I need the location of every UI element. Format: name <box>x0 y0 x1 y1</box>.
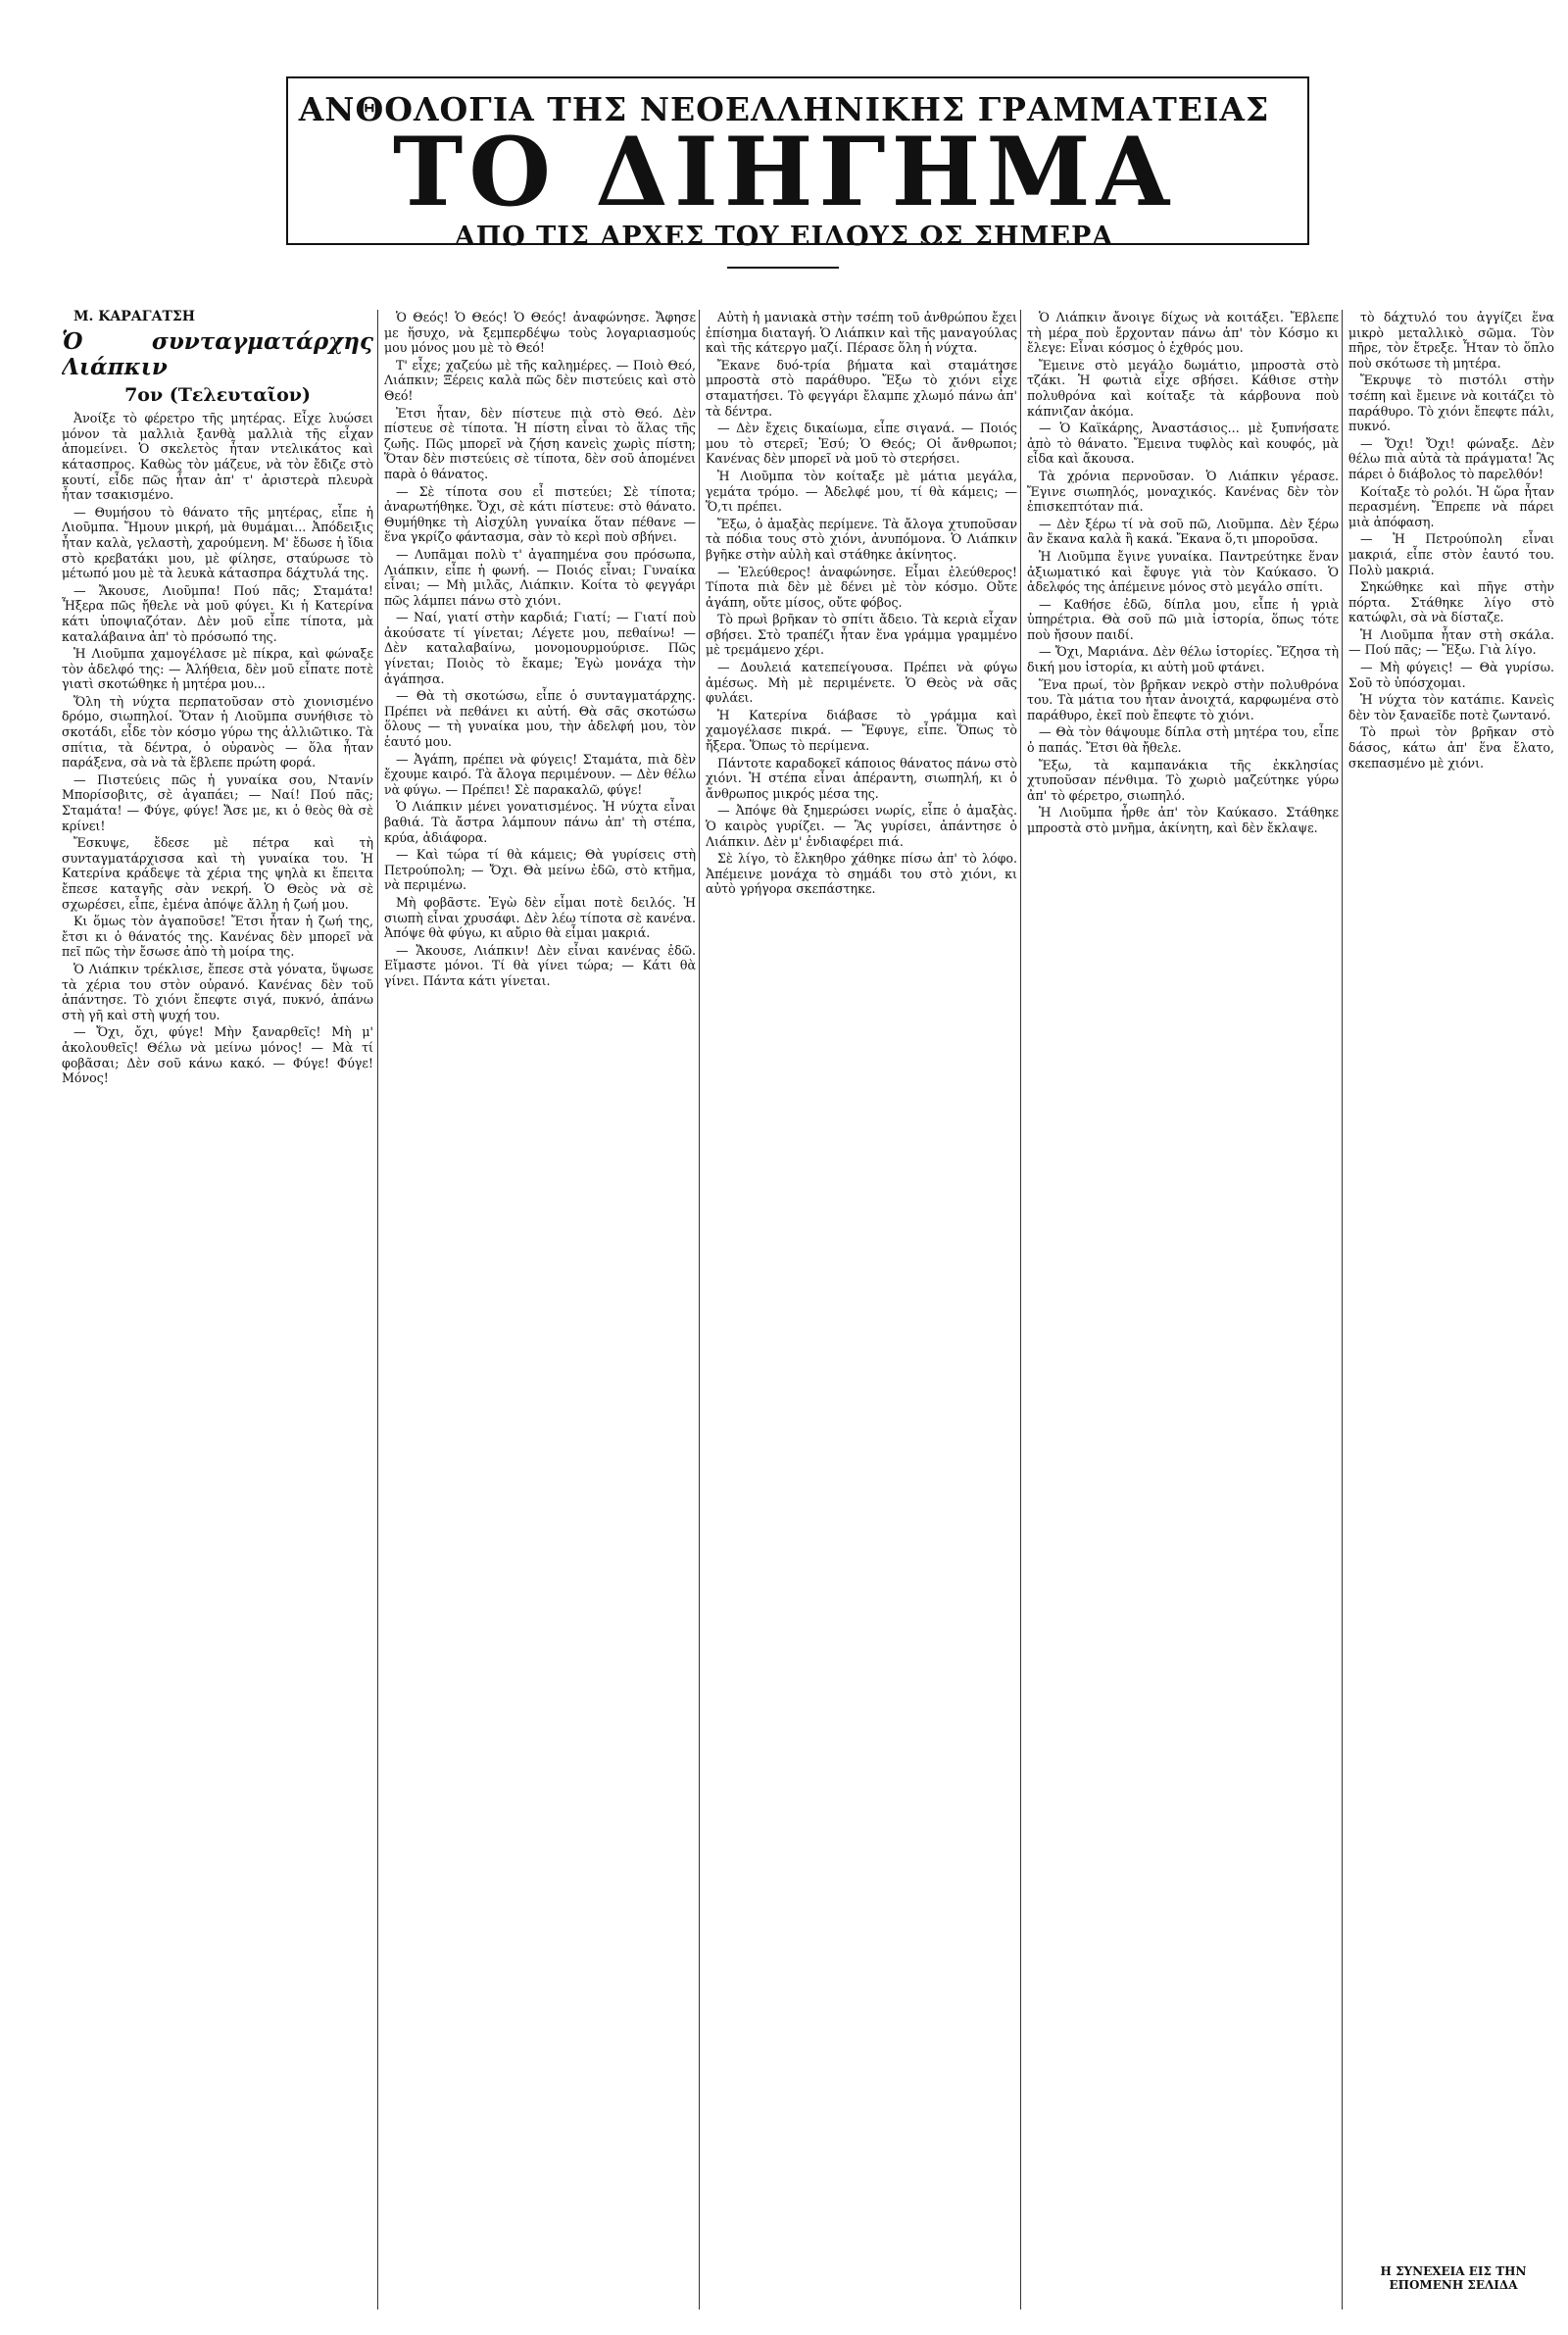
paragraph: — Θυμήσου τὸ θάνατο τῆς μητέρας, εἶπε ἡ Λιοῦμπα. Ἤμουν μικρή, μὰ θυμάμαι... Ἀπόδειξις ἦταν καλὰ, γελαστὴ, χαρούμενη. Μ' ἔδωσε ἡ ἴδια στὸ κρεβατάκι μου, μὲ φίλησε, σταύρωσε τὸ μέτωπό μου μὲ τὰ λευκὰ κάτασπρα δάχτυλά της. <box>62 504 373 581</box>
paragraph: Ἕνα πρωί, τὸν βρῆκαν νεκρὸ στὴν πολυθρόνα του. Τὰ μάτια του ἦταν ἀνοιχτά, καρφωμένα στὸ παράθυρο, ἐκεῖ ποὺ ἔπεφτε τὸ χιόνι. <box>1027 676 1339 722</box>
paragraph: — Θὰ τὸν θάψουμε δίπλα στὴ μητέρα του, εἶπε ὁ παπάς. Ἔτσι θὰ ἤθελε. <box>1027 724 1339 756</box>
column-text <box>1027 310 1339 836</box>
paragraph: — Θὰ τὴ σκοτώσω, εἶπε ὁ συνταγματάρχης. Πρέπει νὰ πεθάνει κι αὐτή. Θὰ σᾶς σκοτώσω ὅλους — τὴ γυναίκα μου, τὴν ἀδελφή μου, τὸν ἑαυτό μου. <box>384 688 696 750</box>
paragraph: Ἡ Λιοῦμπα ἦταν στὴ σκάλα. — Πού πᾶς; — Ἔξω. Γιὰ λίγο. <box>1348 626 1554 658</box>
paragraph: Ἡ Λιοῦμπα τὸν κοίταξε μὲ μάτια μεγάλα, γεμάτα τρόμο. — Ἀδελφέ μου, τί θὰ κάμεις; — Ὅ,τι πρέπει. <box>706 468 1017 515</box>
column-text <box>384 310 696 989</box>
column-2 <box>384 310 696 2319</box>
paragraph: — Ὁ Καϊκάρης, Ἀναστάσιος... μὲ ξυπνήσατε ἀπὸ τὸ θάνατο. Ἔμεινα τυφλὸς καὶ κουφός, μὰ εἶδα καὶ ἄκουσα. <box>1027 421 1339 467</box>
paragraph: — Πιστεύεις πῶς ἡ γυναίκα σου, Ντανίν Μπορίσοβιτς, σὲ ἀγαπάει; — Ναί! Πού πᾶς; Σταμάτα! — Φύγε, φύγε! Ἄσε με, κι ὁ θεὸς θὰ σὲ κρίνει! <box>62 771 373 833</box>
paragraph: — Ἀγάπη, πρέπει νὰ φύγεις! Σταμάτα, πιὰ δὲν ἔχουμε καιρό. Τὰ ἄλογα περιμένουν. — Δὲν θέλω νὰ φύγω. — Πρέπει! Σὲ παρακαλῶ, φύγε! <box>384 751 696 797</box>
paragraph: Ἡ Λιοῦμπα ἔγινε γυναίκα. Παντρεύτηκε ἕναν ἀξιωματικό καὶ ἔφυγε γιὰ τὸν Καύκασο. Ὁ ἀδελφός της ἀπέμεινε μόνος στὸ μεγάλο σπίτι. <box>1027 548 1339 595</box>
column-text <box>1348 310 1554 770</box>
paragraph: Αὐτὴ ἡ μανιακὰ στὴν τσέπη τοῦ ἀνθρώπου ἔχει ἐπίσημα διαταγή. Ὁ Λιάπκιν καὶ τῆς μαναγούλας καὶ τῆς κάτεργο μαζί. Πέρασε ὅλη ἡ νύχτα. <box>706 310 1017 356</box>
paragraph: Ἐτσι ἦταν, δὲν πίστευε πιὰ στὸ Θεό. Δὲν πίστευε σὲ τίποτα. Ἡ πίστη εἶναι τὸ ἅλας τῆς ζωῆς. Πῶς μπορεῖ νὰ ζήση κανεὶς χωρὶς πίστη; Ὅταν δὲν πιστεύεις σὲ τίποτα, δὲν σοῦ ἀπομένει παρὰ ὁ θάνατος. <box>384 405 696 481</box>
paragraph: Τὸ πρωὶ τὸν βρῆκαν στὸ δάσος, κάτω ἀπ' ἕνα ἔλατο, σκεπασμένο μὲ χιόνι. <box>1348 724 1554 770</box>
paragraph: Τὸ πρωὶ βρῆκαν τὸ σπίτι ἄδειο. Τὰ κεριὰ εἶχαν σβήσει. Στὸ τραπέζι ἦταν ἕνα γράμμα γραμμένο μὲ τρεμάμενο χέρι. <box>706 612 1017 658</box>
paragraph: Ὁ Λιάπκιν μένει γονατισμένος. Ἡ νύχτα εἶναι βαθιά. Τὰ ἄστρα λάμπουν πάνω ἀπ' τὴ στέπα, κρύα, ἀδιάφορα. <box>384 799 696 845</box>
story-part: 7ον (Τελευταῖον) <box>124 383 311 406</box>
paragraph: Μὴ φοβᾶστε. Ἐγὼ δὲν εἶμαι ποτὲ δειλός. Ἡ σιωπὴ εἶναι χρυσάφι. Δὲν λέω τίποτα σὲ κανένα. Ἀπόψε θὰ φύγω, κι αὔριο θὰ εἶμαι μακριά. <box>384 894 696 941</box>
column-1 <box>62 310 373 2319</box>
continued-note: Η ΣΥΝΕΧΕΙΑ ΕΙΣ ΤΗΝ ΕΠΟΜΕΝΗ ΣΕΛΙΔΑ <box>1380 2264 1527 2292</box>
page-headline: ΤΟ ΔΙΗΓΗΜΑ <box>392 117 1176 227</box>
paragraph: Ἔμεινε στὸ μεγάλο δωμάτιο, μπροστὰ στὸ τζάκι. Ἡ φωτιὰ εἶχε σβήσει. Κάθισε στὴν πολυθρόνα καὶ κοίταξε τὰ κάρβουνα ποὺ κάπνιζαν ἀκόμα. <box>1027 357 1339 419</box>
paragraph: — Ἐλεύθερος! ἀναφώνησε. Εἶμαι ἐλεύθερος! Τίποτα πιὰ δὲν μὲ δένει μὲ τὸν κόσμο. Οὔτε ἀγάπη, οὔτε μίσος, οὔτε φόβος. <box>706 564 1017 610</box>
paragraph: — Ναί, γιατί στὴν καρδιά; Γιατί; — Γιατί ποὺ ἀκούσατε τί γίνεται; Λέγετε μου, πεθαίνω! — Δὲν καταλαβαίνω, μονομουρμούρισε. Πῶς γίνεται; Ποιὸς τὸ ἔκαμε; Ἐγὼ μονάχα τὴν ἀγάπησα. <box>384 610 696 686</box>
paragraph: Τ' εἶχε; χαζεύω μὲ τῆς καλημέρες. — Ποιὸ Θεό, Λιάπκιν; Ξέρεις καλὰ πῶς δὲν πιστεύεις καὶ στὸ Θεό! <box>384 357 696 403</box>
paragraph: Κοίταξε τὸ ρολόι. Ἡ ὥρα ἦταν περασμένη. Ἔπρεπε νὰ πάρει μιὰ ἀπόφαση. <box>1348 483 1554 529</box>
paragraph: Πάντοτε καραδοκεῖ κάποιος θάνατος πάνω στὸ χιόνι. Ἡ στέπα εἶναι ἀπέραντη, σιωπηλή, κι ὁ ἄνθρωπος μικρός μέσα της. <box>706 755 1017 801</box>
paragraph: Ἔξω, τὰ καμπανάκια τῆς ἐκκλησίας χτυποῦσαν πένθιμα. Τὸ χωριὸ μαζεύτηκε γύρω ἀπ' τὸ φέρετρο, σιωπηλό. <box>1027 757 1339 803</box>
paragraph: Ὁ Θεός! Ὁ Θεός! Ὁ Θεός! ἀναφώνησε. Ἄφησε με ἥσυχο, νὰ ξεμπερδέψω τοὺς λογαριασμούς μου μόνος μου μὲ τὸ Θεό! <box>384 310 696 356</box>
column-divider <box>1342 310 1343 2310</box>
paragraph: — Ἀπόψε θὰ ξημερώσει νωρίς, εἶπε ὁ ἀμαξὰς. Ὁ καιρὸς γυρίζει. — Ἂς γυρίσει, ἀπάντησε ὁ Λιάπκιν. Δὲν μ' ἐνδιαφέρει πιά. <box>706 803 1017 849</box>
paragraph: Ἡ Λιοῦμπα χαμογέλασε μὲ πίκρα, καὶ φώναξε τὸν ἀδελφό της: — Ἀλήθεια, δὲν μοῦ εἶπατε ποτὲ γιατὶ σκοτώθηκε ἡ μητέρα μου... <box>62 646 373 692</box>
paragraph: — Ἄκουσε, Λιοῦμπα! Πού πᾶς; Σταμάτα! Ἦξερα πῶς ἤθελε νὰ μοῦ φύγει. Κι ἡ Κατερίνα κάτι ὑποψιαζόταν. Δὲν μοῦ εἶπε τίποτα, μὰ καταλάβαινα ἀπ' τὸ πρόσωπό της. <box>62 582 373 644</box>
page-subhead: ΑΠΟ ΤΙΣ ΑΡΧΕΣ ΤΟΥ ΕΙΔΟΥΣ ΩΣ ΣΗΜΕΡΑ <box>454 222 1114 252</box>
anthology-kicker: ΑΝΘΟΛΟΓΙΑ ΤΗΣ ΝΕΟΕΛΛΗΝΙΚΗΣ ΓΡΑΜΜΑΤΕΙΑΣ <box>298 90 1270 128</box>
paragraph: — Λυπᾶμαι πολὺ τ' ἀγαπημένα σου πρόσωπα, Λιάπκιν, εἶπε ἡ φωνή. — Ποιός εἶναι; Γυναίκα εἶναι; — Μὴ μιλᾶς, Λιάπκιν. Κοίτα τὸ φεγγάρι πῶς λάμπει πάνω στὸ χιόνι. <box>384 546 696 608</box>
paragraph: — Μὴ φύγεις! — Θὰ γυρίσω. Σοῦ τὸ ὑπόσχομαι. <box>1348 660 1554 690</box>
paragraph: Ἡ Κατερίνα διάβασε τὸ γράμμα καὶ χαμογέλασε πικρά. — Ἔφυγε, εἶπε. Ὅπως τὸ ἤξερα. Ὅπως τὸ περίμενα. <box>706 707 1017 754</box>
story-author: Μ. ΚΑΡΑΓΑΤΣΗ <box>74 310 196 324</box>
paragraph: Ἡ Λιοῦμπα ἦρθε ἀπ' τὸν Καύκασο. Στάθηκε μπροστὰ στὸ μνῆμα, ἀκίνητη, καὶ δὲν ἔκλαψε. <box>1027 805 1339 835</box>
column-5 <box>1348 310 1554 2319</box>
paragraph: Σὲ λίγο, τὸ ἔλκηθρο χάθηκε πίσω ἀπ' τὸ λόφο. Ἀπέμεινε μονάχα τὸ σημάδι του στὸ χιόνι, κι αὐτὸ γρήγορα σκεπάστηκε. <box>706 851 1017 897</box>
paragraph: Ὁ Λιάπκιν ἄνοιγε δίχως νὰ κοιτάξει. Ἔβλεπε τὴ μέρα ποὺ ἔρχονταν πάνω ἀπ' τὸν Κόσμο κι ἔλεγε: Εἶναι κόσμος ὁ ἐχθρός μου. <box>1027 310 1339 356</box>
column-3 <box>706 310 1017 2319</box>
header-rule <box>727 267 839 269</box>
paragraph: Ἔκανε δυό-τρία βήματα καὶ σταμάτησε μπροστὰ στὸ παράθυρο. Ἔξω τὸ χιόνι εἶχε σταματήσει. Τὸ φεγγάρι ἔλαμπε χλωμό πάνω ἀπ' τὰ δέντρα. <box>706 357 1017 419</box>
story-title: Ὁ συνταγματάρχης Λιάπκιν <box>62 327 373 380</box>
paragraph: Ἀνοίξε τὸ φέρετρο τῆς μητέρας. Εἶχε λυώσει μόνον τὰ μαλλιὰ ξανθὰ μαλλιὰ τῆς εἶχαν ἀπομείνει. Ὁ σκελετὸς ἦταν ντελικάτος καὶ κάτασπρος. Καθὼς τὸν μάζευε, νὰ τὸν ἔδιζε στὸ κουτί, εἶδε πῶς ἦταν ἀπ' τ' ἀριστερὰ πλευρὰ ἦταν τσακισμένο. <box>62 411 373 503</box>
column-divider <box>699 310 700 2310</box>
paragraph: Ἔσκυψε, ἔδεσε μὲ πέτρα καὶ τὴ συνταγματάρχισσα καὶ τὴ γυναίκα του. Ἡ Κατερίνα κράδεψε τὰ χέρια της ψηλὰ κι ἔπειτα ἔπεσε καταγῆς σὰν νεκρή. Ὁ Θεὸς νὰ σὲ σχωρέσει, εἶπε, ἐμένα ἀπόψε ἄλλη ἡ ζωή μου. <box>62 835 373 912</box>
paragraph: Σηκώθηκε καὶ πῆγε στὴν πόρτα. Στάθηκε λίγο στὸ κατώφλι, σὰ νὰ δίσταζε. <box>1348 579 1554 625</box>
paragraph: — Δουλειά κατεπείγουσα. Πρέπει νὰ φύγω ἀμέσως. Μὴ μὲ περιμένετε. Ὁ Θεὸς νὰ σᾶς φυλάει. <box>706 660 1017 706</box>
paragraph: Κι ὅμως τὸν ἀγαποῦσε! Ἔτσι ἦταν ἡ ζωή της, ἔτσι κι ὁ θάνατός της. Κανένας δὲν μπορεῖ νὰ πεῖ πῶς τὴν ἔσωσε ἀπὸ τὴ μοίρα της. <box>62 914 373 960</box>
paragraph: Ἡ νύχτα τὸν κατάπιε. Κανεὶς δὲν τὸν ξαναεῖδε ποτὲ ζωντανό. <box>1348 692 1554 722</box>
paragraph: — Ὄχι, ὄχι, φύγε! Μὴν ξαναρθεῖς! Μὴ μ' ἀκολουθεῖς! Θέλω νὰ μείνω μόνος! — Μὰ τί φοβᾶσαι; Δὲν σοῦ κάνω κακό. — Φύγε! Φύγε! Μόνος! <box>62 1024 373 1086</box>
paragraph: — Ὄχι, Μαριάνα. Δὲν θέλω ἱστορίες. Ἔζησα τὴ δική μου ἱστορία, κι αὐτὴ μοῦ φτάνει. <box>1027 644 1339 675</box>
paragraph: Ὁ Λιάπκιν τρέκλισε, ἔπεσε στὰ γόνατα, ὕψωσε τὰ χέρια του στὸν οὐρανό. Κανένας δὲν τοῦ ἀπάντησε. Τὸ χιόνι ἔπεφτε σιγά, πυκνό, ἀπάνω στὴ γῆ καὶ στὴ ψυχή του. <box>62 961 373 1022</box>
paragraph: — Ὄχι! Ὄχι! φώναξε. Δὲν θέλω πιὰ αὐτὰ τὰ πράγματα! Ἂς πάρει ὁ διάβολος τὸ παρελθόν! <box>1348 435 1554 481</box>
paragraph: Ὅλη τὴ νύχτα περπατοῦσαν στὸ χιονισμένο δρόμο, σιωπηλοί. Ὅταν ἡ Λιοῦμπα συνήθισε τὸ σκοτάδι, εἶδε τὸν κόσμο γύρω της ἀλλιῶτικο. Τὰ σπίτια, τὰ δέντρα, ὁ οὐρανὸς — ὅλα ἦταν παράξενα, σὰ νὰ τὰ ἔβλεπε πρώτη φορά. <box>62 693 373 770</box>
paragraph: — Δὲν ἔχεις δικαίωμα, εἶπε σιγανά. — Ποιός μου τὸ στερεῖ; Ἐσύ; Ὁ Θεός; Οἱ ἄνθρωποι; Κανένας δὲν μπορεῖ νὰ μοῦ τὸ στερήσει. <box>706 421 1017 467</box>
column-4 <box>1027 310 1339 2319</box>
paragraph: τὸ δάχτυλό του ἀγγίζει ἕνα μικρὸ μεταλλικὸ σῶμα. Τὸν πῆρε, τὸν ἔτρεξε. Ἦταν τὸ ὅπλο ποὺ σκότωσε τὴ μητέρα. <box>1348 310 1554 371</box>
paragraph: Ἔξω, ὁ ἀμαξὰς περίμενε. Τὰ ἄλογα χτυποῦσαν τὰ πόδια τους στὸ χιόνι, ἀνυπόμονα. Ὁ Λιάπκιν βγῆκε στὴν αὐλὴ καὶ στάθηκε ἀκίνητος. <box>706 516 1017 562</box>
paragraph: — Καὶ τώρα τί θὰ κάμεις; Θὰ γυρίσεις στὴ Πετρούπολη; — Ὄχι. Θὰ μείνω ἐδῶ, στὸ κτῆμα, νὰ περιμένω. <box>384 847 696 893</box>
column-divider <box>1020 310 1021 2310</box>
paragraph: — Δὲν ξέρω τί νὰ σοῦ πῶ, Λιοῦμπα. Δὲν ξέρω ἂν ἔκανα καλὰ ἢ κακά. Ἔκανα ὅ,τι μποροῦσα. <box>1027 516 1339 547</box>
paragraph: — Ἄκουσε, Λιάπκιν! Δὲν εἶναι κανένας ἐδῶ. Εἴμαστε μόνοι. Τί θὰ γίνει τώρα; — Κάτι θὰ γίνει. Πάντα κάτι γίνεται. <box>384 942 696 988</box>
paragraph: — Σὲ τίποτα σου εἶ πιστεύει; Σὲ τίποτα; ἀναρωτήθηκε. Ὄχι, σὲ κάτι πίστευε: στὸ θάνατο. Θυμήθηκε τὴ Αἰσχύλη γυναίκα ὅταν πέθανε — ἕνα γκρίζο φάντασμα, σὰν τὸ κερὶ ποὺ σβήνει. <box>384 483 696 545</box>
paragraph: — Καθήσε ἐδῶ, δίπλα μου, εἶπε ἡ γριὰ ὑπηρέτρια. Θὰ σοῦ πῶ μιὰ ἱστορία, ὅπως τότε ποὺ ἤσουν παιδί. <box>1027 596 1339 642</box>
paragraph: Ἔκρυψε τὸ πιστόλι στὴν τσέπη καὶ ἔμεινε νὰ κοιτάζει τὸ παράθυρο. Τὸ χιόνι ἔπεφτε πάλι, πυκνό. <box>1348 373 1554 434</box>
column-text <box>62 411 373 1086</box>
column-divider <box>377 310 378 2310</box>
paragraph: — Ἡ Πετρούπολη εἶναι μακριά, εἶπε στὸν ἑαυτό του. Πολὺ μακριά. <box>1348 531 1554 577</box>
paragraph: Τὰ χρόνια περνοῦσαν. Ὁ Λιάπκιν γέρασε. Ἔγινε σιωπηλός, μοναχικός. Κανένας δὲν τὸν ἐπισκεπτόταν πιά. <box>1027 468 1339 515</box>
column-text <box>706 310 1017 897</box>
